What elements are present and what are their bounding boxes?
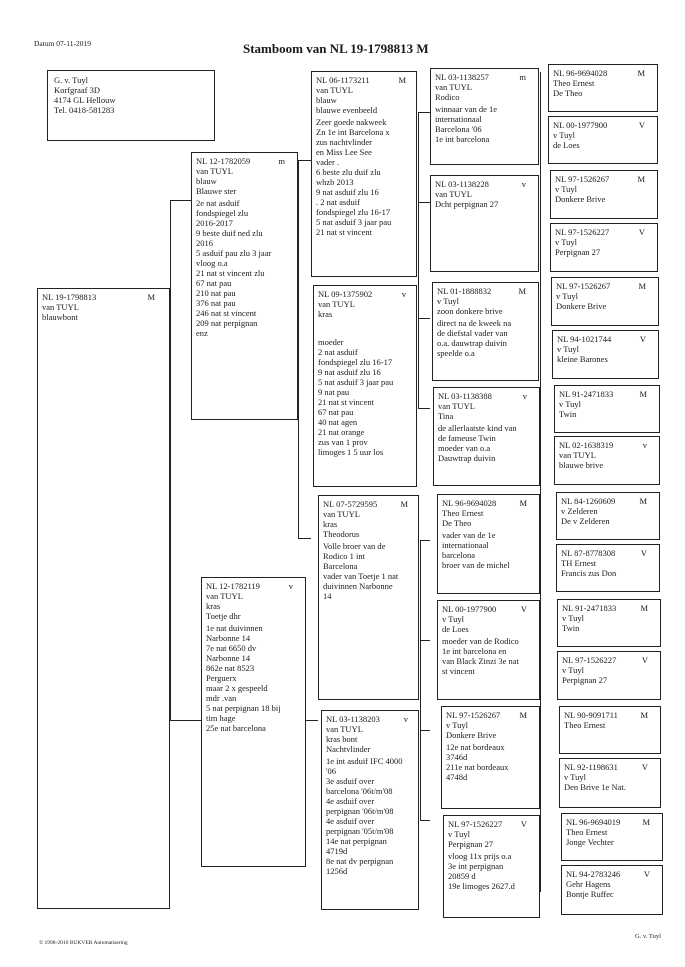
gggp-card-9: NL 84-1260609 M v Zelderen De v Zelderen — [556, 492, 660, 540]
subject-lines: van TUYL blauwbont — [42, 302, 79, 322]
subject-card — [37, 288, 170, 909]
subject-sex: M — [147, 292, 155, 302]
grandparent-card-1: NL 06-1173211 M van TUYL blauw blauwe evenbeeld Zeer goede nakweek Zn 1e int Barcelona x zus nachtvlinder en Miss Lee See vader . 6 beste zlu duif zlu whzb 2013 9 nat asduif zlu 16 . 2 nat asduif fondspiegel zlu 16-17 5 nat asduif 3 jaar pau 21 nat st vincent — [311, 71, 417, 277]
ggp-card-6: NL 00-1977900 V v Tuyl de Loes moeder van de Rodico 1e int barcelona en van Black Zinzi 3e nat st vincent — [437, 600, 540, 700]
gggp-card-16: NL 94-2783246 V Gehr Hagens Bontje Ruffec — [561, 865, 663, 915]
footer-signature: G. v. Tuyl — [635, 933, 661, 940]
gggp-card-12: NL 97-1526227 V v Tuyl Perpignan 27 — [557, 651, 661, 700]
ggp-card-1: NL 03-1138257 m van TUYL Rodico winnaar van de 1e internationaal Barcelona '06 1e int barcelona — [430, 68, 539, 165]
owner-box — [47, 70, 215, 141]
print-date: Datum 07-11-2019 — [34, 39, 92, 48]
gggp-card-14: NL 92-1198631 V v Tuyl Den Brive 1e Nat. — [559, 758, 661, 808]
owner-phone: Tel. 0418-581283 — [54, 105, 115, 115]
grandparent-card-4: NL 03-1138203 v van TUYL kras bont Nachtvlinder 1e int asduif IFC 4000 '06 3e asduif over barcelona '06t/m'08 4e asduif over perpignan '06t/m'08 4e asduif over perpignan '05t/m'08 14e nat perpignan 4719d 8e nat dv perpignan 1256d — [321, 710, 419, 910]
gggp-card-10: NL 87-8778308 V TH Ernest Francis zus Don — [556, 544, 660, 592]
grandparent-card-2: NL 09-1375902 v van TUYL kras moeder 2 nat asduif fondspiegel zlu 16-17 9 nat asduif zlu 16 5 nat asduif 3 jaar pau 9 nat pau 21 nat st vincent 67 nat pau 40 nat agen 21 nat orange zus van 1 prov limoges 1 5 uur los — [313, 285, 417, 487]
grandparent-card-3: NL 07-5729595 M van TUYL kras Theodorus Volle broer van de Rodico 1 int Barcelona vader van Toetje 1 nat duivinnen Narbonne 14 — [318, 495, 419, 700]
gggp-card-7: NL 91-2471833 M v Tuyl Twin — [554, 385, 660, 433]
gggp-card-15: NL 96-9694019 M Theo Ernest Jonge Vechter — [561, 813, 663, 861]
ggp-card-7: NL 97-1526267 M v Tuyl Donkere Brive 12e nat bordeaux 3746d 211e nat bordeaux 4748d — [441, 706, 540, 809]
ggp-card-5: NL 96-9694028 M Theo Ernest De Theo vader van de 1e internationaal barcelona broer van de michel — [437, 494, 540, 594]
ggp-card-8: NL 97-1526227 V v Tuyl Perpignan 27 vloog 11x prijs o.a 3e int perpignan 20859 d 19e limoges 2627.d — [443, 815, 540, 918]
footer-copyright: © 1998-2010 BUKVER Automatisering — [39, 940, 128, 946]
owner-city: 4174 GL Hellouw — [54, 95, 116, 105]
gggp-card-11: NL 91-2471833 M v Tuyl Twin — [557, 599, 661, 647]
dam-card: NL 12-1782119 v van TUYL kras Toetje dhr 1e nat duivinnen Narbonne 14 7e nat 6650 dv Narbonne 14 862e nat 8523 Perguerx maar 2 x gespeeld mdr .van 5 nat perpignan 18 bij tim hage 25e nat barcelona — [201, 577, 306, 867]
gggp-card-13: NL 90-9091711 M Theo Ernest — [559, 706, 661, 754]
sire-card: NL 12-1782059 m van TUYL blauw Blauwe ster 2e nat asduif fondspiegel zlu 2016-2017 9 beste duif ned zlu 2016 5 asduif pau zlu 3 jaar vloog o.a 21 nat st vincent zlu 67 nat pau 210 nat pau 376 nat pau 246 nat st vincent 209 nat perpignan enz — [191, 152, 298, 420]
ggp-card-4: NL 03-1138388 v van TUYL Tina de allerlaatste kind van de fameuse Twin moeder van o.a Dauwtrap duivin — [433, 387, 540, 486]
gggp-card-8: NL 02-1638319 v van TUYL blauwe brive — [554, 436, 660, 485]
owner-street: Korfgraaf 3D — [54, 85, 101, 95]
gggp-card-5: NL 97-1526267 M v Tuyl Donkere Brive — [551, 277, 659, 326]
gggp-card-2: NL 00-1977900 V v Tuyl de Loes — [548, 116, 658, 164]
page-title: Stamboom van NL 19-1798813 M — [243, 41, 429, 56]
gggp-card-3: NL 97-1526267 M v Tuyl Donkere Brive — [550, 170, 658, 219]
gggp-card-1: NL 96-9694028 M Theo Ernest De Theo — [548, 64, 658, 112]
owner-name: G. v. Tuyl — [54, 75, 88, 85]
ggp-card-3: NL 01-1888832 M v Tuyl zoon donkere brive direct na de kweek na de diefstal vader van o.a. dauwtrap duivin speelde o.a — [432, 282, 539, 381]
ggp-card-2: NL 03-1138228 v van TUYL Dcht perpignan 27 — [430, 175, 539, 272]
gggp-card-4: NL 97-1526227 V v Tuyl Perpignan 27 — [550, 223, 658, 272]
subject-ring: NL 19-1798813 — [42, 292, 97, 302]
gggp-card-6: NL 94-1021744 V v Tuyl kleine Barones — [552, 330, 659, 379]
